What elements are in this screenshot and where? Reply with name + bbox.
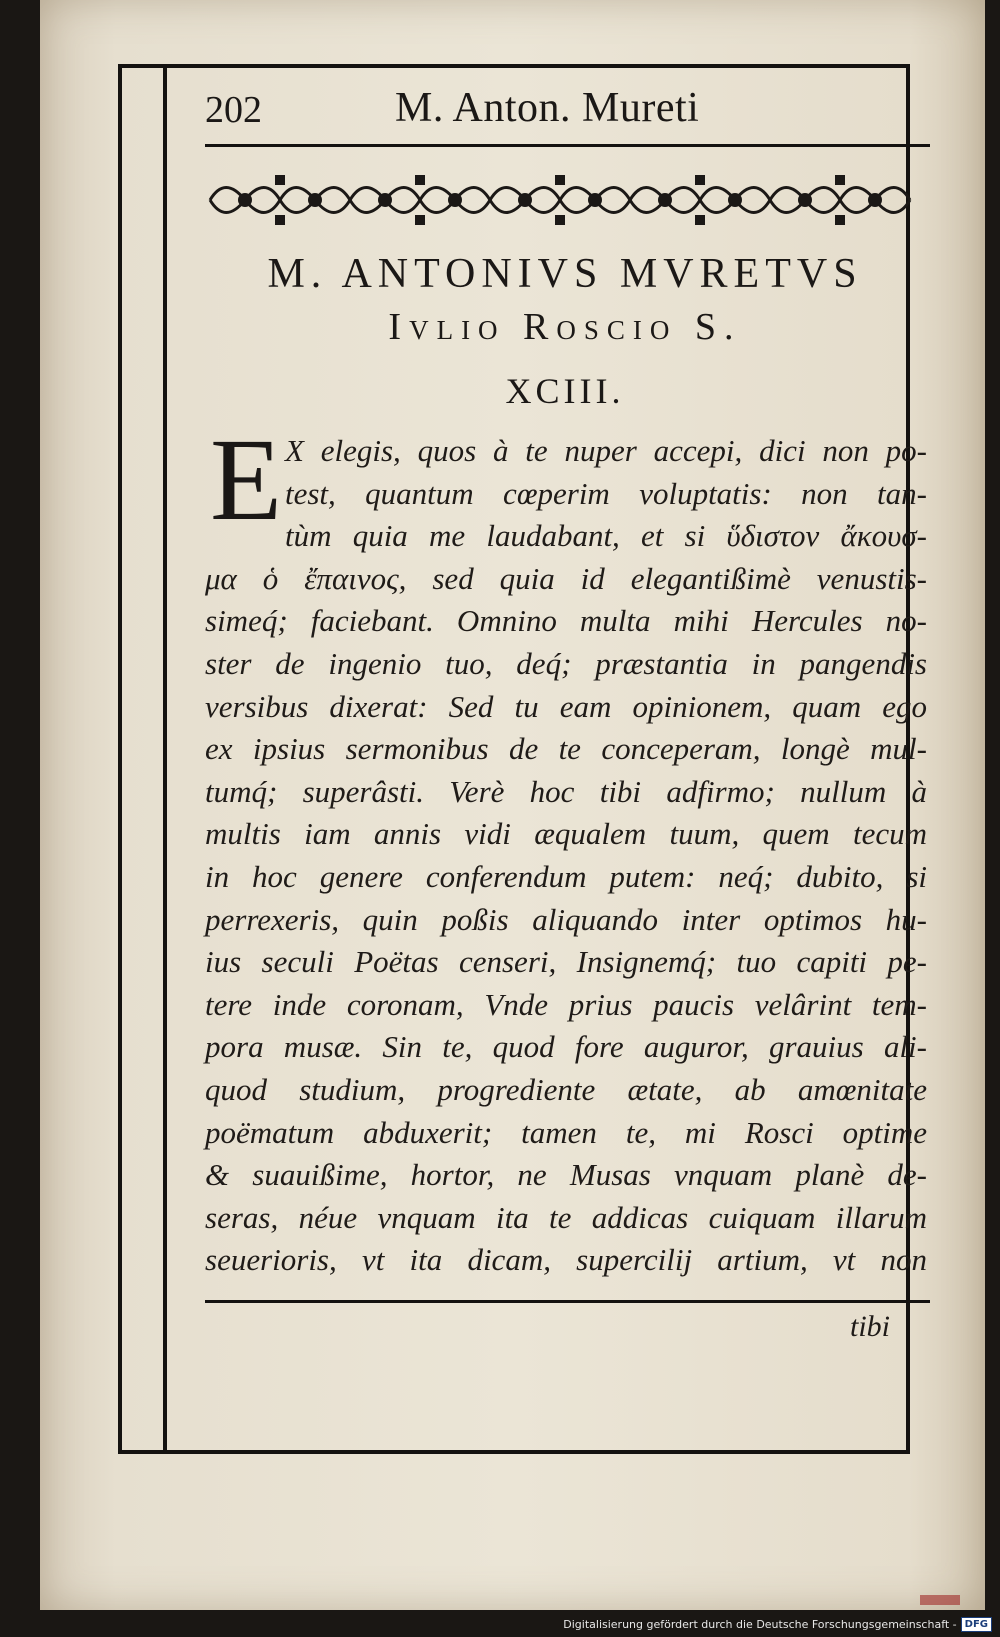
text-line: X elegis, quos à te nuper accepi, dici non po-	[285, 433, 927, 468]
text-line: ex ipsius sermonibus de te conceperam, longè mul-	[205, 731, 927, 767]
drop-cap: E	[210, 414, 283, 545]
text-line: in hoc genere conferendum putem: neq́; dubito, si	[205, 858, 927, 894]
text-line: tere inde coronam, Vnde prius paucis velârint tem-	[205, 986, 927, 1022]
text-line: seras, néue vnquam ita te addicas cuiquam illarum	[205, 1199, 927, 1235]
letter-title: M. ANTONIVS MVRETVS	[267, 251, 863, 297]
text-line: & suauißime, hortor, ne Musas vnquam planè de-	[205, 1157, 927, 1193]
letter-number: XCIII.	[505, 371, 625, 411]
text-line: test, quantum cœperim voluptatis: non tan-	[285, 475, 927, 511]
text-line: pora musæ. Sin te, quod fore auguror, grauius ali-	[205, 1029, 927, 1065]
text-line: perrexeris, quin poßis aliquando inter optimos hu-	[205, 901, 927, 937]
digitization-credit	[563, 1613, 992, 1635]
letter-addressee: Ivlio Roscio S.	[388, 306, 742, 348]
credit-text: Digitalisierung gefördert durch die Deutsche Forschungsgemeinschaft -	[563, 1617, 957, 1631]
text-line: simeq́; faciebant. Omnino multa mihi Hercules no-	[205, 603, 927, 639]
page-number: 202	[205, 89, 262, 131]
library-stamp-icon	[920, 1595, 960, 1605]
page-header	[205, 85, 925, 138]
text-line: multis iam annis vidi æqualem tuum, quem tecum	[205, 816, 927, 852]
text-line: tumq́; superâsti. Verè hoc tibi adfirmo; nullum à	[205, 773, 927, 809]
letter-body	[205, 430, 927, 1282]
catchword: tibi	[850, 1310, 891, 1343]
text-line: quod studium, progrediente ætate, ab amœnitate	[205, 1071, 927, 1107]
footer-rule	[205, 1300, 930, 1303]
dfg-logo-icon: DFG	[961, 1617, 992, 1632]
header-rule	[205, 144, 930, 147]
ornament-band-icon	[205, 165, 915, 235]
text-line: tùm quia me laudabant, et si ὕδιστον ἄκουσ-	[285, 518, 927, 554]
text-line: μα ὁ ἔπαινος, sed quia id elegantißimè venustis-	[205, 560, 927, 596]
frame-inner-left-rule	[163, 64, 167, 1454]
text-line: ster de ingenio tuo, deq́; præstantia in pangendis	[205, 645, 927, 681]
running-head: M. Anton. Mureti	[395, 85, 700, 131]
text-line: poëmatum abduxerit; tamen te, mi Rosci optime	[205, 1114, 927, 1150]
text-line: versibus dixerat: Sed tu eam opinionem, quam ego	[205, 688, 927, 724]
text-line: seuerioris, vt ita dicam, supercilij artium, vt non	[205, 1242, 927, 1278]
text-line: ius seculi Poëtas censeri, Insignemq́; tuo capiti pe-	[205, 944, 927, 980]
